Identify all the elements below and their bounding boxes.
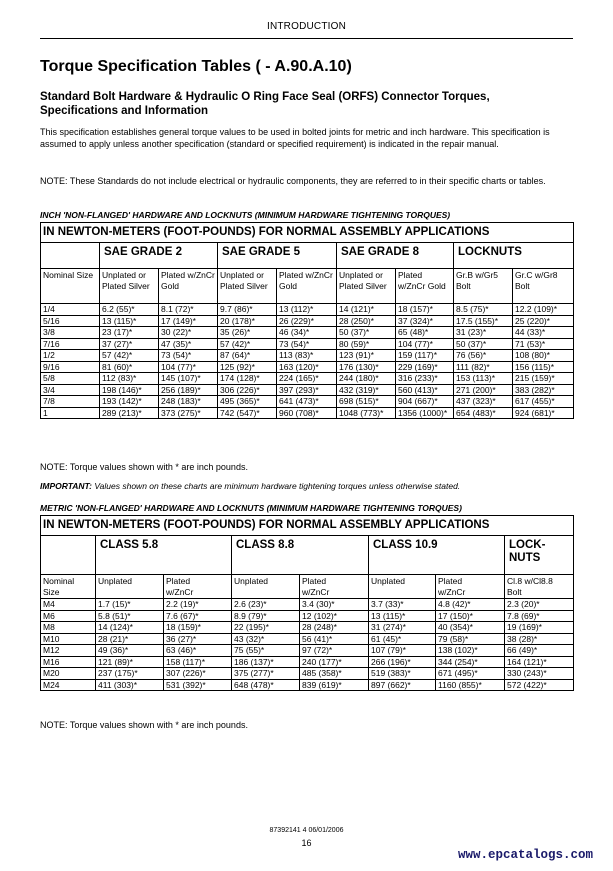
torque-cell: 76 (56)*	[454, 350, 513, 362]
group-class-10-9: CLASS 10.9	[369, 536, 505, 575]
table-row	[41, 599, 574, 611]
torque-cell: 44 (33)*	[513, 327, 574, 339]
page-subtitle: Standard Bolt Hardware & Hydraulic O Ring Face Seal (ORFS) Connector Torques, Specifications and Information	[40, 91, 490, 117]
torque-cell: 17 (149)*	[159, 315, 218, 327]
torque-cell: 75 (55)*	[232, 645, 300, 657]
table-row	[41, 327, 574, 339]
section-header: INTRODUCTION	[266, 21, 347, 32]
group-sae-grade-8: SAE GRADE 8	[337, 243, 454, 269]
metric-torque-table	[40, 515, 574, 691]
table-row	[41, 315, 574, 327]
nominal-size-cell: 3/4	[41, 384, 100, 396]
torque-cell: 960 (708)*	[277, 407, 337, 419]
torque-cell: 1.7 (15)*	[96, 599, 164, 611]
torque-cell: 71 (53)*	[513, 338, 574, 350]
torque-cell: 289 (213)*	[100, 407, 159, 419]
torque-cell: 244 (180)*	[337, 373, 396, 385]
table-row	[41, 633, 574, 645]
torque-cell: 19 (169)*	[505, 622, 574, 634]
torque-cell: 40 (354)*	[436, 622, 505, 634]
torque-cell: 924 (681)*	[513, 407, 574, 419]
torque-cell: 25 (220)*	[513, 315, 574, 327]
torque-cell: 572 (422)*	[505, 679, 574, 691]
table-row	[41, 384, 574, 396]
torque-cell: 57 (42)*	[218, 338, 277, 350]
torque-cell: 3.7 (33)*	[369, 599, 436, 611]
torque-cell: 344 (254)*	[436, 656, 505, 668]
torque-cell: 153 (113)*	[454, 373, 513, 385]
table-row	[41, 350, 574, 362]
table-row	[41, 304, 574, 316]
subheader-nominal-size: Nominal Size	[41, 269, 100, 304]
subheader-plated: Plated w/ZnCr Gold	[159, 269, 218, 304]
nominal-size-cell: M16	[41, 656, 96, 668]
torque-cell: 37 (27)*	[100, 338, 159, 350]
locknut-cl8-label: Cl.8 w/Cl8.8 Bolt	[507, 576, 553, 597]
torque-cell: 6.2 (55)*	[100, 304, 159, 316]
table-row	[41, 361, 574, 373]
nominal-size-cell: 1/2	[41, 350, 100, 362]
subheader-plated	[300, 575, 369, 599]
torque-cell: 13 (115)*	[100, 315, 159, 327]
torque-cell: 671 (495)*	[436, 668, 505, 680]
subheader-plated: Plated w/ZnCr Gold	[277, 269, 337, 304]
torque-cell: 104 (77)*	[159, 361, 218, 373]
torque-cell: 31 (23)*	[454, 327, 513, 339]
torque-cell: 65 (48)*	[396, 327, 454, 339]
nominal-size-cell: 1	[41, 407, 100, 419]
torque-cell: 47 (35)*	[159, 338, 218, 350]
torque-cell: 97 (72)*	[300, 645, 369, 657]
torque-cell: 23 (17)*	[100, 327, 159, 339]
torque-cell: 237 (175)*	[96, 668, 164, 680]
inch-group-blank	[41, 243, 100, 269]
top-note: NOTE: These Standards do not include electrical or hydraulic components, they are referred to in their specific charts or tables.	[40, 176, 546, 186]
metric-table-banner: IN NEWTON-METERS (FOOT-POUNDS) FOR NORMAL ASSEMBLY APPLICATIONS	[41, 516, 574, 536]
torque-cell: 50 (37)*	[454, 338, 513, 350]
torque-cell: 17.5 (155)*	[454, 315, 513, 327]
torque-cell: 80 (59)*	[337, 338, 396, 350]
torque-cell: 698 (515)*	[337, 396, 396, 408]
table-row	[41, 610, 574, 622]
table-row	[41, 679, 574, 691]
torque-cell: 256 (189)*	[159, 384, 218, 396]
torque-cell: 531 (392)*	[164, 679, 232, 691]
torque-cell: 316 (233)*	[396, 373, 454, 385]
torque-cell: 411 (303)*	[96, 679, 164, 691]
inch-table-note: NOTE: Torque values shown with * are inch pounds.	[40, 462, 248, 472]
subheader-locknut-grc: Gr.C w/Gr8 Bolt	[513, 269, 574, 304]
torque-cell: 742 (547)*	[218, 407, 277, 419]
table-row	[41, 396, 574, 408]
torque-cell: 654 (483)*	[454, 407, 513, 419]
nominal-size-cell: M20	[41, 668, 96, 680]
torque-cell: 229 (169)*	[396, 361, 454, 373]
torque-cell: 113 (83)*	[277, 350, 337, 362]
torque-cell: 307 (226)*	[164, 668, 232, 680]
torque-cell: 12.2 (109)*	[513, 304, 574, 316]
torque-cell: 22 (195)*	[232, 622, 300, 634]
page-number: 16	[301, 838, 312, 848]
document-footer: 87392141 4 06/01/2006	[269, 827, 344, 834]
nominal-size-cell: 5/8	[41, 373, 100, 385]
torque-cell: 159 (117)*	[396, 350, 454, 362]
group-class-5-8: CLASS 5.8	[96, 536, 232, 575]
torque-cell: 617 (455)*	[513, 396, 574, 408]
torque-cell: 104 (77)*	[396, 338, 454, 350]
nominal-size-cell: M4	[41, 599, 96, 611]
inch-table-banner: IN NEWTON-METERS (FOOT-POUNDS) FOR NORMAL ASSEMBLY APPLICATIONS	[41, 223, 574, 243]
subheader-plated	[164, 575, 232, 599]
torque-cell: 112 (83)*	[100, 373, 159, 385]
torque-cell: 107 (79)*	[369, 645, 436, 657]
torque-cell: 495 (365)*	[218, 396, 277, 408]
torque-cell: 2.6 (23)*	[232, 599, 300, 611]
torque-cell: 13 (112)*	[277, 304, 337, 316]
torque-cell: 46 (34)*	[277, 327, 337, 339]
torque-cell: 224 (165)*	[277, 373, 337, 385]
torque-cell: 432 (319)*	[337, 384, 396, 396]
torque-cell: 87 (64)*	[218, 350, 277, 362]
torque-cell: 648 (478)*	[232, 679, 300, 691]
nominal-size-cell: M6	[41, 610, 96, 622]
subheader-plated	[436, 575, 505, 599]
nominal-size-cell: 5/16	[41, 315, 100, 327]
torque-cell: 240 (177)*	[300, 656, 369, 668]
torque-cell: 186 (137)*	[232, 656, 300, 668]
nominal-size-cell: 7/8	[41, 396, 100, 408]
metric-table-note: NOTE: Torque values shown with * are inch pounds.	[40, 720, 248, 730]
torque-cell: 26 (229)*	[277, 315, 337, 327]
table-row	[41, 656, 574, 668]
torque-cell: 49 (36)*	[96, 645, 164, 657]
nominal-size-cell: M24	[41, 679, 96, 691]
torque-cell: 198 (146)*	[100, 384, 159, 396]
torque-cell: 383 (282)*	[513, 384, 574, 396]
torque-cell: 7.6 (67)*	[164, 610, 232, 622]
group-lock-nuts	[505, 536, 574, 575]
header-rule	[40, 38, 573, 39]
subheader-unplated: Unplated or Plated Silver	[218, 269, 277, 304]
torque-cell: 306 (226)*	[218, 384, 277, 396]
inch-torque-table	[40, 222, 574, 419]
torque-cell: 18 (157)*	[396, 304, 454, 316]
important-label: IMPORTANT:	[40, 481, 92, 491]
torque-cell: 560 (413)*	[396, 384, 454, 396]
nominal-size-cell: M8	[41, 622, 96, 634]
torque-cell: 35 (26)*	[218, 327, 277, 339]
torque-cell: 36 (27)*	[164, 633, 232, 645]
metric-table-caption: METRIC 'NON-FLANGED' HARDWARE AND LOCKNUTS (MINIMUM HARDWARE TIGHTENING TORQUES)	[40, 503, 462, 513]
torque-cell: 2.3 (20)*	[505, 599, 574, 611]
torque-cell: 437 (323)*	[454, 396, 513, 408]
nominal-size-cell: 3/8	[41, 327, 100, 339]
table-row	[41, 668, 574, 680]
important-text: Values shown on these charts are minimum hardware tightening torques unless otherwise stated.	[91, 481, 461, 491]
torque-cell: 17 (150)*	[436, 610, 505, 622]
torque-cell: 8.9 (79)*	[232, 610, 300, 622]
torque-cell: 897 (662)*	[369, 679, 436, 691]
subheader-unplated: Unplated	[369, 575, 436, 599]
torque-cell: 215 (159)*	[513, 373, 574, 385]
torque-cell: 37 (324)*	[396, 315, 454, 327]
torque-cell: 125 (92)*	[218, 361, 277, 373]
torque-cell: 839 (619)*	[300, 679, 369, 691]
group-class-8-8: CLASS 8.8	[232, 536, 369, 575]
torque-cell: 12 (102)*	[300, 610, 369, 622]
subheader-locknut-grb: Gr.B w/Gr5 Bolt	[454, 269, 513, 304]
torque-cell: 330 (243)*	[505, 668, 574, 680]
torque-cell: 79 (58)*	[436, 633, 505, 645]
lock-nuts-label: LOCK-NUTS	[509, 539, 546, 564]
torque-cell: 174 (128)*	[218, 373, 277, 385]
table-row	[41, 373, 574, 385]
torque-cell: 163 (120)*	[277, 361, 337, 373]
table-row	[41, 338, 574, 350]
torque-cell: 81 (60)*	[100, 361, 159, 373]
torque-cell: 158 (117)*	[164, 656, 232, 668]
page-title: Torque Specification Tables ( - A.90.A.10)	[40, 58, 352, 75]
torque-cell: 73 (54)*	[277, 338, 337, 350]
nominal-size-cell: 9/16	[41, 361, 100, 373]
torque-cell: 57 (42)*	[100, 350, 159, 362]
plated-label: Plated w/ZnCr	[302, 576, 330, 597]
plated-label: Plated w/ZnCr	[166, 576, 194, 597]
torque-cell: 108 (80)*	[513, 350, 574, 362]
intro-paragraph: This specification establishes general torque values to be used in bolted joints for metric and inch hardware. This specification is assumed to apply unless another specification (standard or specified requirement) is indicated in the repair manual.	[40, 127, 550, 149]
inch-table-caption: INCH 'NON-FLANGED' HARDWARE AND LOCKNUTS (MINIMUM HARDWARE TIGHTENING TORQUES)	[40, 210, 451, 220]
torque-cell: 397 (293)*	[277, 384, 337, 396]
subheader-unplated: Unplated	[96, 575, 164, 599]
table-row	[41, 622, 574, 634]
torque-cell: 38 (28)*	[505, 633, 574, 645]
torque-cell: 31 (274)*	[369, 622, 436, 634]
subheader-nominal-size: Nominal Size	[41, 575, 96, 599]
torque-cell: 56 (41)*	[300, 633, 369, 645]
torque-cell: 43 (32)*	[232, 633, 300, 645]
torque-cell: 28 (250)*	[337, 315, 396, 327]
torque-cell: 28 (248)*	[300, 622, 369, 634]
group-sae-grade-5: SAE GRADE 5	[218, 243, 337, 269]
torque-cell: 66 (49)*	[505, 645, 574, 657]
torque-cell: 20 (178)*	[218, 315, 277, 327]
watermark: www.epcatalogs.com	[457, 848, 593, 862]
torque-cell: 3.4 (30)*	[300, 599, 369, 611]
torque-cell: 111 (82)*	[454, 361, 513, 373]
nominal-size-cell: 1/4	[41, 304, 100, 316]
torque-cell: 373 (275)*	[159, 407, 218, 419]
torque-cell: 18 (159)*	[164, 622, 232, 634]
torque-cell: 2.2 (19)*	[164, 599, 232, 611]
torque-cell: 176 (130)*	[337, 361, 396, 373]
torque-cell: 193 (142)*	[100, 396, 159, 408]
torque-cell: 7.8 (69)*	[505, 610, 574, 622]
torque-cell: 5.8 (51)*	[96, 610, 164, 622]
torque-cell: 519 (383)*	[369, 668, 436, 680]
torque-cell: 121 (89)*	[96, 656, 164, 668]
torque-cell: 1356 (1000)*	[396, 407, 454, 419]
torque-cell: 1048 (773)*	[337, 407, 396, 419]
torque-cell: 73 (54)*	[159, 350, 218, 362]
table-row	[41, 407, 574, 419]
torque-cell: 28 (21)*	[96, 633, 164, 645]
torque-cell: 164 (121)*	[505, 656, 574, 668]
torque-cell: 375 (277)*	[232, 668, 300, 680]
torque-cell: 8.5 (75)*	[454, 304, 513, 316]
torque-cell: 4.8 (42)*	[436, 599, 505, 611]
torque-cell: 485 (358)*	[300, 668, 369, 680]
nominal-size-cell: M10	[41, 633, 96, 645]
torque-cell: 13 (115)*	[369, 610, 436, 622]
group-sae-grade-2: SAE GRADE 2	[100, 243, 218, 269]
torque-cell: 1160 (855)*	[436, 679, 505, 691]
torque-cell: 138 (102)*	[436, 645, 505, 657]
plated-label: Plated w/ZnCr	[438, 576, 466, 597]
torque-cell: 61 (45)*	[369, 633, 436, 645]
torque-cell: 145 (107)*	[159, 373, 218, 385]
nominal-size-cell: M12	[41, 645, 96, 657]
torque-cell: 904 (667)*	[396, 396, 454, 408]
torque-cell: 9.7 (86)*	[218, 304, 277, 316]
group-locknuts: LOCKNUTS	[454, 243, 574, 269]
torque-cell: 266 (196)*	[369, 656, 436, 668]
torque-cell: 63 (46)*	[164, 645, 232, 657]
torque-cell: 14 (121)*	[337, 304, 396, 316]
torque-cell: 123 (91)*	[337, 350, 396, 362]
torque-cell: 14 (124)*	[96, 622, 164, 634]
nominal-size-cell: 7/16	[41, 338, 100, 350]
torque-cell: 641 (473)*	[277, 396, 337, 408]
torque-cell: 50 (37)*	[337, 327, 396, 339]
subheader-unplated: Unplated	[232, 575, 300, 599]
subheader-unplated: Unplated or Plated Silver	[337, 269, 396, 304]
torque-cell: 30 (22)*	[159, 327, 218, 339]
metric-group-blank	[41, 536, 96, 575]
subheader-unplated: Unplated or Plated Silver	[100, 269, 159, 304]
torque-cell: 156 (115)*	[513, 361, 574, 373]
subheader-locknut-cl8	[505, 575, 574, 599]
torque-cell: 271 (200)*	[454, 384, 513, 396]
torque-cell: 8.1 (72)*	[159, 304, 218, 316]
subheader-plated: Plated w/ZnCr Gold	[396, 269, 454, 304]
table-row	[41, 645, 574, 657]
torque-cell: 248 (183)*	[159, 396, 218, 408]
important-note	[40, 481, 460, 491]
